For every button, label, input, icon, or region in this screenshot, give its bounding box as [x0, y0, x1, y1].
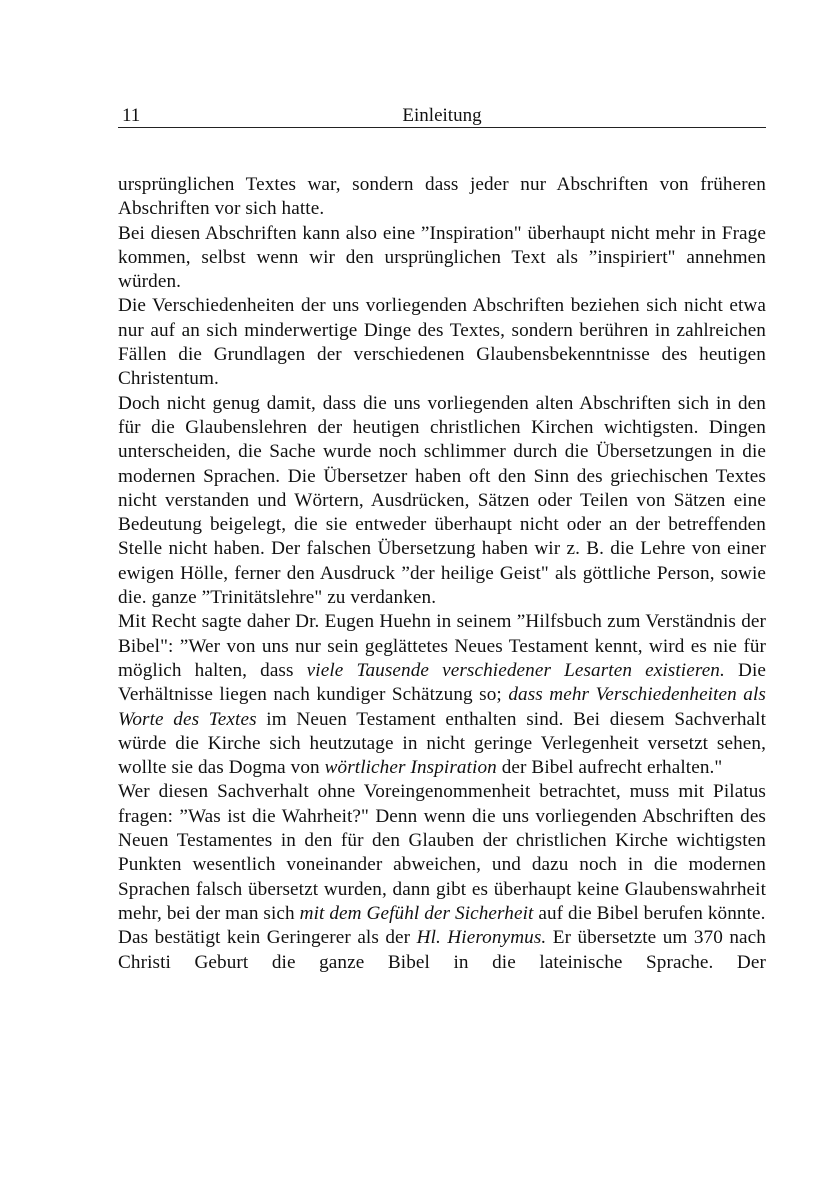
- document-page: [118, 104, 766, 975]
- paragraph: Doch nicht genug damit, dass die uns vorliegenden alten Abschriften sich in den für die Glaubenslehren der heutigen christlichen Kirchen wichtigsten. Dingen unterscheiden, die Sache wurde noch schlimmer durch die Übersetzungen in die modernen Sprachen. Die Übersetzer haben oft den Sinn des griechischen Textes nicht verstanden und Wörtern, Ausdrücken, Sätzen oder Teilen von Sätzen eine Bedeutung beigelegt, die sie entweder überhaupt nicht oder an der betreffenden Stelle nicht haben. Der falschen Übersetzung haben wir z. B. die Lehre von einer ewigen Hölle, ferner den Ausdruck ”der heilige Geist" als göttliche Person, sowie die. ganze ”Trinitätslehre" zu verdanken.: [118, 392, 766, 609]
- text-run: Wer diesen Sachverhalt ohne Voreingenommenheit betrachtet, muss mit Pilatus fragen: ”Was ist die Wahrheit?" Denn wenn die uns vorliegenden Abschriften des Neuen Testamentes in den für den Glauben der christlichen Kirche wichtigsten Punkten wesentlich voneinander abweichen, und dazu noch in die modernen Sprachen falsch übersetzt wurden, dann gibt es überhaupt keine Glaubenswahrheit mehr, bei der man sich: [118, 781, 766, 924]
- page-number: 11: [122, 105, 141, 126]
- page-header: [118, 104, 766, 128]
- paragraph-hieronymus: [118, 926, 766, 975]
- italic-emphasis: mit dem Gefühl der Sicherheit: [299, 902, 534, 924]
- body-text: [118, 173, 766, 975]
- italic-emphasis: dass mehr Verschiedenheiten als Worte des Textes: [118, 684, 766, 730]
- paragraph: ursprünglichen Textes war, sondern dass jeder nur Abschriften von früheren Abschriften vor sich hatte.: [118, 174, 766, 220]
- paragraph: Bei diesen Abschriften kann also eine ”Inspiration" überhaupt nicht mehr in Frage kommen, selbst wenn wir den ursprünglichen Text als ”inspiriert" annehmen würden.: [118, 222, 766, 293]
- paragraph-quote: [118, 610, 766, 780]
- text-run: Die Verhältnisse liegen nach kundiger Schätzung so;: [118, 659, 766, 706]
- running-title: Einleitung: [402, 105, 482, 126]
- text-run: im Neuen Testament enthalten sind. Bei diesem Sachverhalt würde die Kirche sich heutzutage in nicht geringe Verlegenheit versetzt sehen, wollte sie das Dogma von: [118, 708, 767, 779]
- paragraph: Die Verschiedenheiten der uns vorliegenden Abschriften beziehen sich nicht etwa nur auf an sich minderwertige Dinge des Textes, sondern berühren in zahlreichen Fällen die Grundlagen der verschiedenen Glaubensbekenntnisse des heutigen Christentum.: [118, 295, 766, 390]
- text-run: auf die Bibel berufen könnte.: [533, 902, 766, 924]
- text-run: der Bibel aufrecht erhalten.": [496, 757, 723, 779]
- text-run: Er übersetzte um 370 nach Christi Geburt die ganze Bibel in die lateinische Sprache. Der: [118, 927, 766, 973]
- text-run: Das bestätigt kein Geringerer als der: [118, 927, 417, 949]
- italic-emphasis: wörtlicher Inspiration: [324, 757, 497, 779]
- italic-emphasis: Hl. Hieronymus.: [416, 927, 547, 949]
- italic-emphasis: viele Tausende verschiedener Lesarten existieren.: [306, 659, 725, 681]
- paragraph-pilatus: [118, 780, 766, 926]
- text-run: Mit Recht sagte daher Dr. Eugen Huehn in seinem ”Hilfsbuch zum Verständnis der Bibel": ”Wer von uns nur sein geglättetes Neues Testament kennt, wird es nie für möglich halten, dass: [118, 611, 766, 681]
